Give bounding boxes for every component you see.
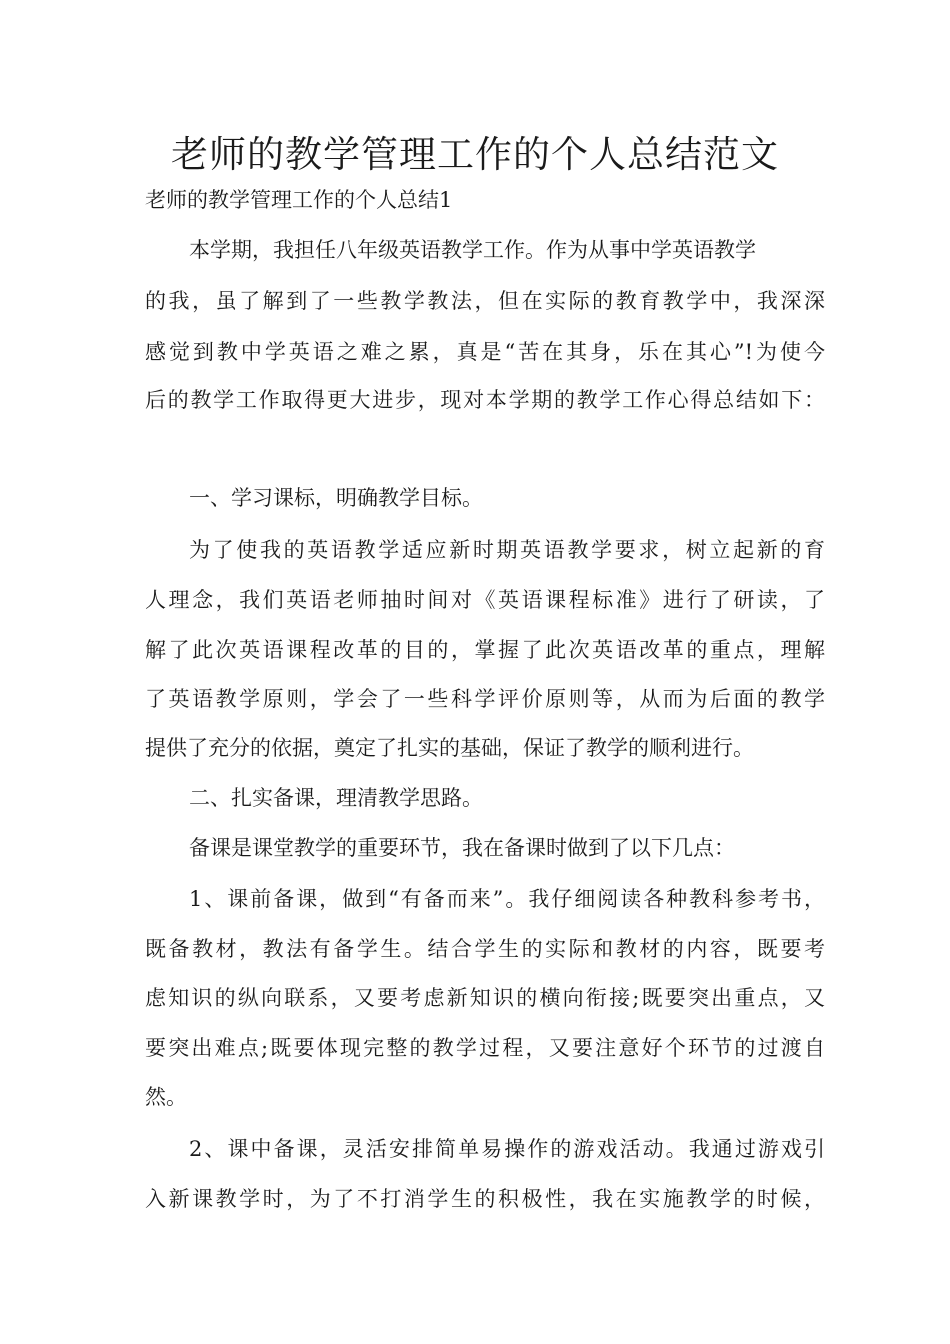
paragraph-line: 然。 xyxy=(145,1085,187,1109)
document-subtitle: 老师的教学管理工作的个人总结1 xyxy=(145,188,453,212)
paragraph-line: 感觉到教中学英语之难之累，真是“苦在其身，乐在其心”!为使今 xyxy=(145,340,825,364)
paragraph-line: 本学期，我担任八年级英语教学工作。作为从事中学英语教学 xyxy=(189,238,756,262)
paragraph-line: 提供了充分的依据，奠定了扎实的基础，保证了教学的顺利进行。 xyxy=(145,736,754,760)
paragraph-line: 2、课中备课，灵活安排简单易操作的游戏活动。我通过游戏引 xyxy=(189,1137,825,1161)
paragraph-line: 虑知识的纵向联系，又要考虑新知识的横向衔接;既要突出重点，又 xyxy=(145,986,825,1010)
document-title: 老师的教学管理工作的个人总结范文 xyxy=(171,133,779,176)
paragraph-line: 要突出难点;既要体现完整的教学过程，又要注意好个环节的过渡自 xyxy=(145,1036,825,1060)
paragraph-line: 后的教学工作取得更大进步，现对本学期的教学工作心得总结如下： xyxy=(145,388,825,412)
paragraph-line: 的我，虽了解到了一些教学教法，但在实际的教育教学中，我深深 xyxy=(145,289,825,313)
paragraph-line: 入新课教学时，为了不打消学生的积极性，我在实施教学的时候， xyxy=(145,1187,825,1211)
paragraph-line: 备课是课堂教学的重要环节，我在备课时做到了以下几点： xyxy=(189,836,735,860)
paragraph-line: 解了此次英语课程改革的目的，掌握了此次英语改革的重点，理解 xyxy=(145,638,825,662)
paragraph-line: 既备教材，教法有备学生。结合学生的实际和教材的内容，既要考 xyxy=(145,937,825,961)
paragraph-line: 为了使我的英语教学适应新时期英语教学要求，树立起新的育 xyxy=(189,538,825,562)
section-heading: 二、扎实备课，理清教学思路。 xyxy=(189,786,483,810)
section-heading: 一、学习课标，明确教学目标。 xyxy=(189,486,483,510)
paragraph-line: 了英语教学原则，学会了一些科学评价原则等，从而为后面的教学 xyxy=(145,687,825,711)
paragraph-line: 1、课前备课，做到“有备而来”。我仔细阅读各种教科参考书， xyxy=(189,887,825,911)
paragraph-line: 人理念，我们英语老师抽时间对《英语课程标准》进行了研读，了 xyxy=(145,588,825,612)
